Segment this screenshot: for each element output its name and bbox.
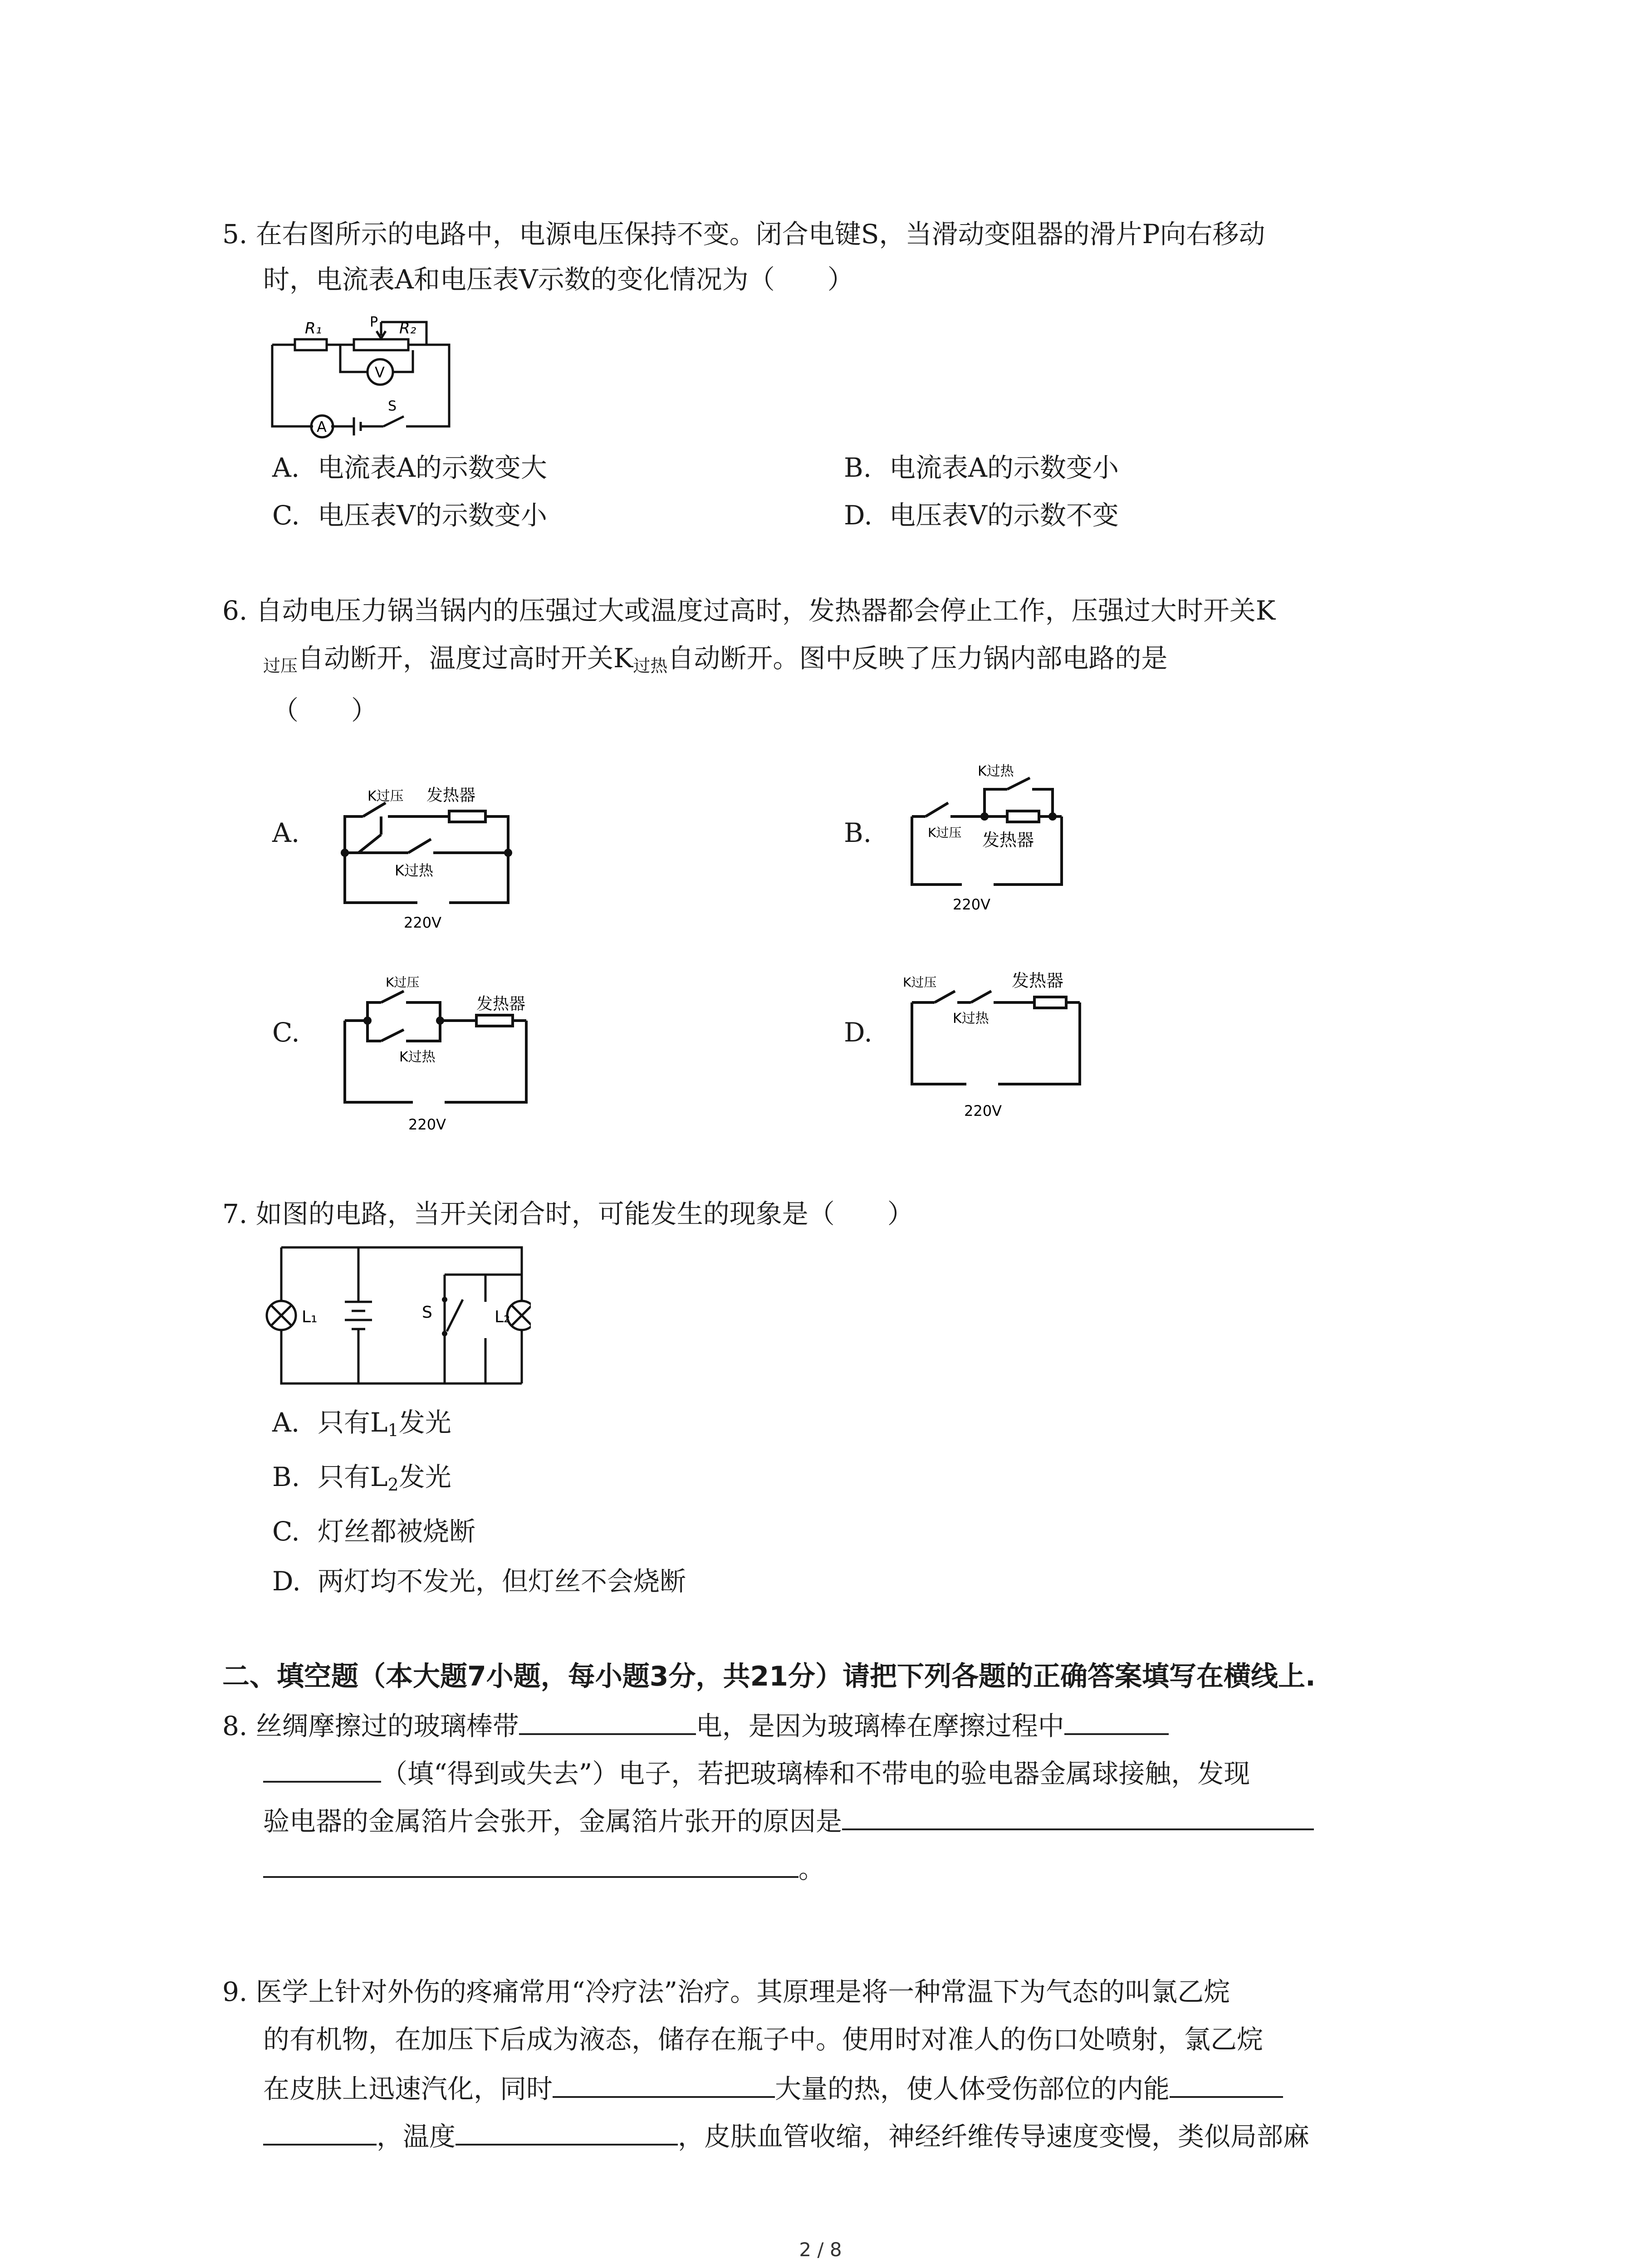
q8-line2-a: （填“得到或失去”）电子，若把玻璃棒和不带电的验电器金属球接触，发现 [381, 1758, 1250, 1789]
q6-option-d[interactable] [844, 1016, 889, 1049]
q5-option-d[interactable] [844, 499, 1119, 532]
q9-blank-3[interactable] [456, 2118, 678, 2146]
q7-fig-s-label: S [422, 1303, 432, 1322]
q6-stem-line2-b: 自动断开，温度过高时开关K [298, 643, 633, 674]
q9-line2: 的有机物，在加压下后成为液态，储存在瓶子中。使用时对准人的伤口处喷射，氯乙烷 [263, 2024, 1264, 2055]
q7-option-c-text: 灯丝都被烧断 [318, 1516, 476, 1547]
q5-fig-s-label: S [388, 398, 397, 414]
q8-line3-a: 验电器的金属箔片会张开，金属箔片张开的原因是 [263, 1806, 843, 1837]
q7-fig-l2-label: L₂ [495, 1308, 510, 1326]
q7-option-a-text-b: 发光 [398, 1407, 451, 1438]
q5-fig-p-label: P [370, 314, 378, 330]
q8-line4 [263, 1851, 825, 1885]
q6-option-b-label: B. [844, 817, 872, 848]
q7-circuit-diagram [259, 1243, 531, 1397]
q5-option-c-text: 电压表V的示数变小 [318, 500, 547, 531]
q5-option-d-label: D. [844, 500, 872, 531]
q8-blank-3-cont[interactable] [263, 1851, 798, 1878]
q6-option-b-diagram[interactable] [903, 753, 1093, 925]
q5-fig-v-label: V [375, 364, 385, 381]
q6c-volt-label: 220V [408, 1116, 446, 1133]
q6-option-a-diagram[interactable] [336, 767, 544, 939]
q6c-kover-t-label: K过热 [399, 1049, 436, 1065]
q8-blank-1[interactable] [519, 1708, 696, 1735]
q6c-heater-label: 发热器 [476, 995, 526, 1013]
q6d-heater-label: 发热器 [1012, 971, 1064, 991]
q6a-kover-p-label: K过压 [367, 788, 404, 804]
q5-option-a[interactable] [272, 451, 547, 484]
q6d-kover-p-label: K过压 [903, 975, 937, 990]
q9-line3-b: 大量的热，使人体受伤部位的内能 [775, 2073, 1170, 2104]
q5-fig-r2-label: R₂ [399, 319, 416, 337]
q6c-kover-p-label: K过压 [386, 975, 420, 990]
q9-blank-2-cont[interactable] [263, 2118, 377, 2146]
q9-line4 [263, 2118, 1309, 2153]
q7-fig-l1-label: L₁ [302, 1308, 318, 1326]
q6-option-b[interactable] [844, 816, 889, 849]
q7-option-b-text-b: 发光 [398, 1461, 451, 1492]
q6-stem-line2-d: 自动断开。图中反映了压力锅内部电路的是 [667, 643, 1168, 674]
q9-line3 [263, 2071, 1283, 2105]
q8-blank-2-cont[interactable] [263, 1755, 381, 1783]
q6-option-d-diagram[interactable] [903, 962, 1093, 1134]
q6d-volt-label: 220V [964, 1102, 1002, 1119]
q9-blank-1[interactable] [553, 2071, 775, 2098]
q7-option-c[interactable] [272, 1515, 475, 1548]
q6-option-d-label: D. [844, 1017, 872, 1048]
q6-stem-line1: 6. 自动电压力锅当锅内的压强过大或温度过高时，发热器都会停止工作，压强过大时开关K [222, 595, 1276, 626]
q6-stem-line3: （ ） [272, 695, 378, 726]
q7-option-b-sub: 2 [387, 1475, 399, 1495]
q5-stem-line1: 5. 在右图所示的电路中，电源电压保持不变。闭合电键S，当滑动变阻器的滑片P向右移动 [222, 219, 1265, 249]
q6-sub-overpressure: 过压 [263, 656, 298, 676]
q5-option-d-text: 电压表V的示数不变 [889, 500, 1119, 531]
q6a-kover-t-label: K过热 [395, 862, 433, 879]
q5-option-a-label: A. [272, 452, 300, 483]
q5-option-a-text: 电流表A的示数变大 [318, 452, 547, 483]
q7-option-b-label: B. [272, 1461, 300, 1492]
q7-option-a-text-a: 只有L [318, 1407, 388, 1438]
q7-option-d-label: D. [272, 1566, 301, 1597]
q5-option-b[interactable] [844, 451, 1119, 484]
q6-option-c-diagram[interactable] [336, 966, 554, 1139]
q7-option-c-label: C. [272, 1516, 300, 1547]
q9-line4-c: ，皮肤血管收缩，神经纤维传导速度变慢，类似局部麻 [678, 2121, 1310, 2152]
q6a-heater-label: 发热器 [426, 786, 476, 805]
q6b-volt-label: 220V [953, 896, 990, 913]
q7-option-d-text: 两灯均不发光，但灯丝不会烧断 [318, 1566, 686, 1597]
section2-heading: 二、填空题（本大题7小题，每小题3分，共21分）请把下列各题的正确答案填写在横线上. [222, 1661, 1316, 1692]
q5-option-c-label: C. [272, 500, 300, 531]
q6a-volt-label: 220V [404, 914, 441, 931]
q7-option-d[interactable] [272, 1565, 686, 1598]
q7-option-a-sub: 1 [387, 1420, 399, 1440]
q5-stem-line2: 时，电流表A和电压表V示数的变化情况为（ ） [263, 264, 854, 295]
q8-line1-b: 电，是因为玻璃棒在摩擦过程中 [696, 1711, 1064, 1741]
q9-line3-a: 在皮肤上迅速汽化，同时 [263, 2073, 553, 2104]
page-number: 2 / 8 [799, 2239, 842, 2261]
q7-option-b-text-a: 只有L [318, 1461, 388, 1492]
q6-option-c-label: C. [272, 1017, 300, 1048]
q7-option-b[interactable] [272, 1461, 451, 1501]
q5-option-c[interactable] [272, 499, 547, 532]
q6-option-c[interactable] [272, 1016, 318, 1049]
q8-blank-2[interactable] [1064, 1708, 1169, 1735]
q5-option-b-text: 电流表A的示数变小 [889, 452, 1119, 483]
q8-line1 [222, 1708, 1169, 1742]
q5-option-b-label: B. [844, 452, 872, 483]
q9-line4-b: ，温度 [377, 2121, 456, 2152]
q6-stem-line2 [263, 642, 1167, 682]
q6b-kover-t-label: K过热 [978, 763, 1014, 779]
q8-line1-a: 8. 丝绸摩擦过的玻璃棒带 [222, 1711, 519, 1741]
q7-stem: 7. 如图的电路，当开关闭合时，可能发生的现象是（ ） [222, 1198, 914, 1229]
q8-line3 [263, 1803, 1314, 1838]
q8-line2 [263, 1755, 1250, 1790]
q6d-kover-t-label: K过热 [953, 1011, 989, 1026]
q6-option-a-label: A. [272, 817, 300, 848]
q9-line1: 9. 医学上针对外伤的疼痛常用“冷疗法”治疗。其原理是将一种常温下为气态的叫氯乙烷 [222, 1976, 1230, 2007]
q8-line4-b: 。 [798, 1853, 825, 1884]
q7-option-a[interactable] [272, 1406, 451, 1447]
q5-fig-r1-label: R₁ [305, 319, 322, 337]
q5-circuit-diagram [268, 308, 458, 445]
q5-fig-a-label: A [317, 418, 327, 435]
q7-option-a-label: A. [272, 1407, 300, 1438]
q6b-heater-label: 发热器 [982, 830, 1034, 850]
q6-option-a[interactable] [272, 816, 318, 849]
q6b-kover-p-label: K过压 [928, 825, 962, 840]
q9-blank-2[interactable] [1170, 2071, 1283, 2098]
q6-sub-overheat: 过热 [633, 656, 668, 676]
q8-blank-3[interactable] [842, 1803, 1314, 1830]
